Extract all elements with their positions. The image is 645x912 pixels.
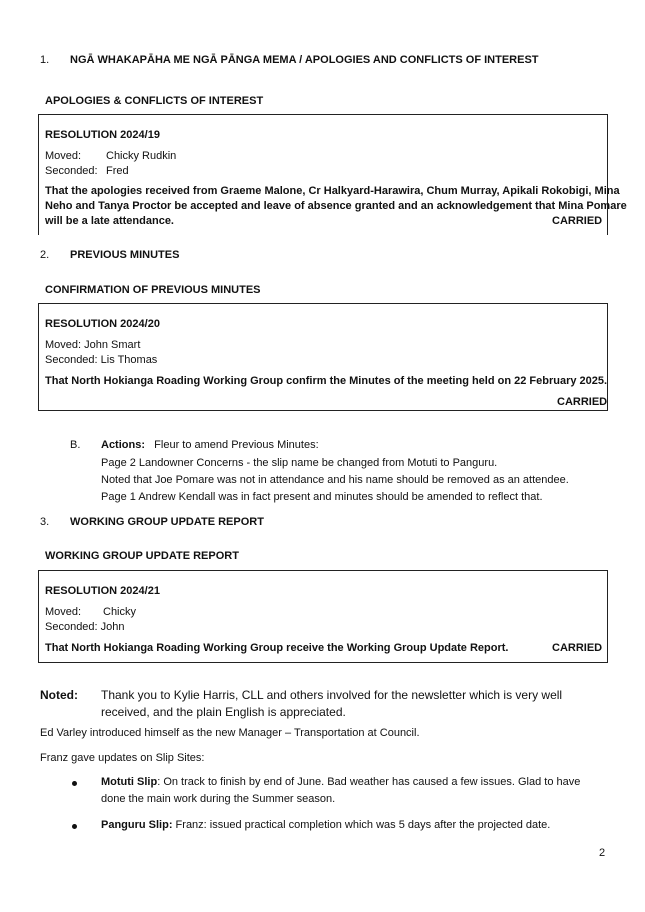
moved-value: Chicky <box>103 606 137 618</box>
actions-letter: B. <box>70 439 81 451</box>
moved-label: Moved: <box>45 606 82 618</box>
resolution-text-line-1: That the apologies received from Graeme Malone, Cr Halkyard-Harawira, Chum Murray, Apikali Rokobigi, Mina <box>45 185 620 197</box>
section-3-title: WORKING GROUP UPDATE REPORT <box>70 516 264 528</box>
moved-row <box>45 605 136 620</box>
bullet-text: : On track to finish by end of June. Bad weather has caused a few issues. Glad to have <box>157 776 581 788</box>
moved-value: Chicky Rudkin <box>106 150 177 162</box>
section-1-subheading: APOLOGIES & CONFLICTS OF INTEREST <box>45 95 264 107</box>
section-1-number: 1. <box>40 54 50 66</box>
resolution-status: CARRIED <box>552 215 603 227</box>
moved-row: Moved: John Smart <box>45 339 141 351</box>
action-item: Page 2 Landowner Concerns - the slip name be changed from Motuti to Panguru. <box>101 457 498 469</box>
section-2-number: 2. <box>40 249 50 261</box>
noted-text-line-2: received, and the plain English is appreciated. <box>101 705 346 719</box>
bullet-motuti-line-2: done the main work during the Summer season. <box>101 793 336 805</box>
resolution-title: RESOLUTION 2024/21 <box>45 585 160 597</box>
action-item: Noted that Joe Pomare was not in attendance and his name should be removed as an attendee. <box>101 474 569 486</box>
actions-label: Actions: <box>101 439 145 451</box>
noted-label: Noted: <box>40 688 78 702</box>
resolution-title: RESOLUTION 2024/20 <box>45 318 160 330</box>
noted-text-line-1: Thank you to Kylie Harris, CLL and others involved for the newsletter which is very well <box>101 688 563 702</box>
paragraph-franz-updates: Franz gave updates on Slip Sites: <box>40 752 205 764</box>
section-2-title: PREVIOUS MINUTES <box>70 249 180 261</box>
actions-intro: Fleur to amend Previous Minutes: <box>154 439 319 451</box>
section-3-subheading: WORKING GROUP UPDATE REPORT <box>45 550 239 562</box>
resolution-text-line-3: will be a late attendance. <box>45 215 174 227</box>
resolution-title: RESOLUTION 2024/19 <box>45 129 160 141</box>
page-number: 2 <box>599 847 606 859</box>
seconded-value: Fred <box>106 165 129 177</box>
seconded-row: Seconded: John <box>45 621 125 633</box>
bullet-label: Motuti Slip <box>101 776 158 788</box>
bullet-panguru <box>101 818 550 833</box>
bullet-motuti-line-1 <box>101 775 580 790</box>
moved-row <box>45 149 176 164</box>
paragraph-ed-varley: Ed Varley introduced himself as the new Manager – Transportation at Council. <box>40 727 420 739</box>
resolution-text-line-2: Neho and Tanya Proctor be accepted and leave of absence granted and an acknowledgement that Mina Pomare <box>45 200 627 212</box>
seconded-row: Seconded: Lis Thomas <box>45 354 158 366</box>
resolution-text: That North Hokianga Roading Working Group receive the Working Group Update Report. <box>45 642 509 654</box>
section-2-subheading: CONFIRMATION OF PREVIOUS MINUTES <box>45 284 261 296</box>
action-item: Page 1 Andrew Kendall was in fact present and minutes should be amended to reflect that. <box>101 491 543 503</box>
resolution-status: CARRIED <box>557 396 608 408</box>
bullet-text: Franz: issued practical completion which was 5 days after the projected date. <box>172 819 551 831</box>
seconded-row <box>45 164 129 179</box>
moved-label: Moved: <box>45 150 82 162</box>
resolution-text: That North Hokianga Roading Working Group confirm the Minutes of the meeting held on 22 February 2025. <box>45 375 608 387</box>
bullet-icon <box>72 824 77 829</box>
section-1-title: NGĀ WHAKAPĀHA ME NGĀ PĀNGA MEMA / APOLOGIES AND CONFLICTS OF INTEREST <box>70 54 539 66</box>
section-3-number: 3. <box>40 516 50 528</box>
bullet-label: Panguru Slip: <box>101 819 173 831</box>
bullet-icon <box>72 781 77 786</box>
resolution-status: CARRIED <box>552 642 603 654</box>
actions-row <box>101 438 319 453</box>
seconded-label: Seconded: <box>45 165 98 177</box>
